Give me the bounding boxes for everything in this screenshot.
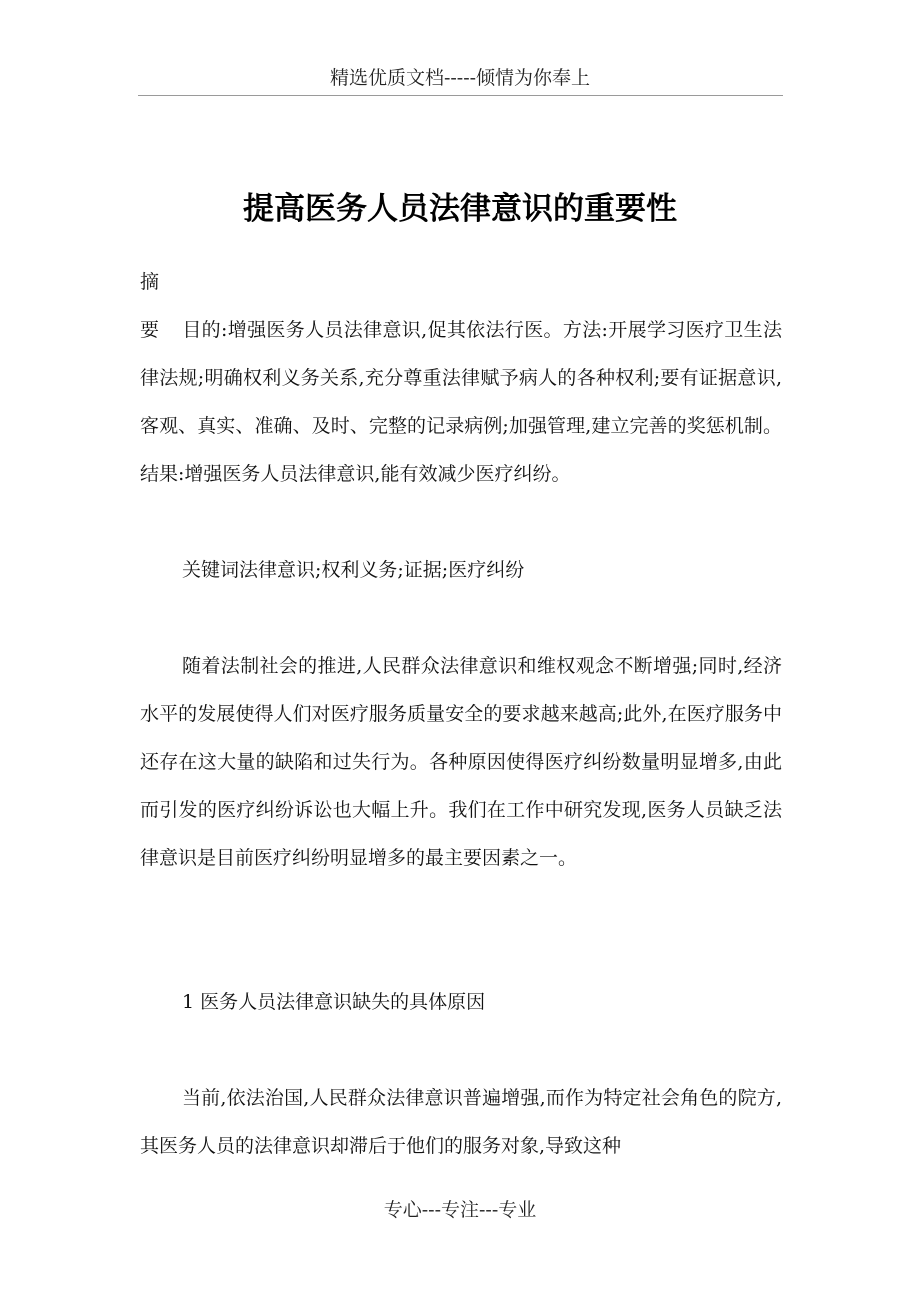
document-title: 提高医务人员法律意识的重要性 [243, 191, 677, 227]
abstract-label: 摘 要 [140, 271, 179, 341]
page-footer: 专心---专注---专业 [383, 1199, 537, 1221]
header-divider [138, 95, 783, 96]
intro-paragraph: 随着法制社会的推进,人民群众法律意识和维权观念不断增强;同时,经济水平的发展使得人们对医疗服务质量安全的要求越来越高;此外,在医疗服务中还存在这大量的缺陷和过失行为。各种原因使得医疗纠纷数量明显增多,由此而引发的医疗纠纷诉讼也大幅上升。我们在工作中研究发现,医务人员缺乏法律意识是目前医疗纠纷明显增多的最主要因素之一。 [140, 655, 782, 869]
abstract-text: 目的:增强医务人员法律意识,促其依法行医。方法:开展学习医疗卫生法律法规;明确权利义务关系,充分尊重法律赋予病人的各种权利;要有证据意识,客观、真实、准确、及时、完整的记录病例;加强管理,建立完善的奖惩机制。结果:增强医务人员法律意识,能有效减少医疗纠纷。 [140, 319, 782, 485]
section-paragraph: 当前,依法治国,人民群众法律意识普遍增强,而作为特定社会角色的院方,其医务人员的法律意识却滞后于他们的服务对象,导致这种 [140, 1087, 782, 1157]
page-header: 精选优质文档-----倾情为你奉上 [329, 67, 591, 89]
keywords-line: 关键词法律意识;权利义务;证据;医疗纠纷 [182, 559, 525, 581]
abstract-paragraph [140, 258, 782, 498]
section-heading: 1 医务人员法律意识缺失的具体原因 [182, 991, 486, 1013]
